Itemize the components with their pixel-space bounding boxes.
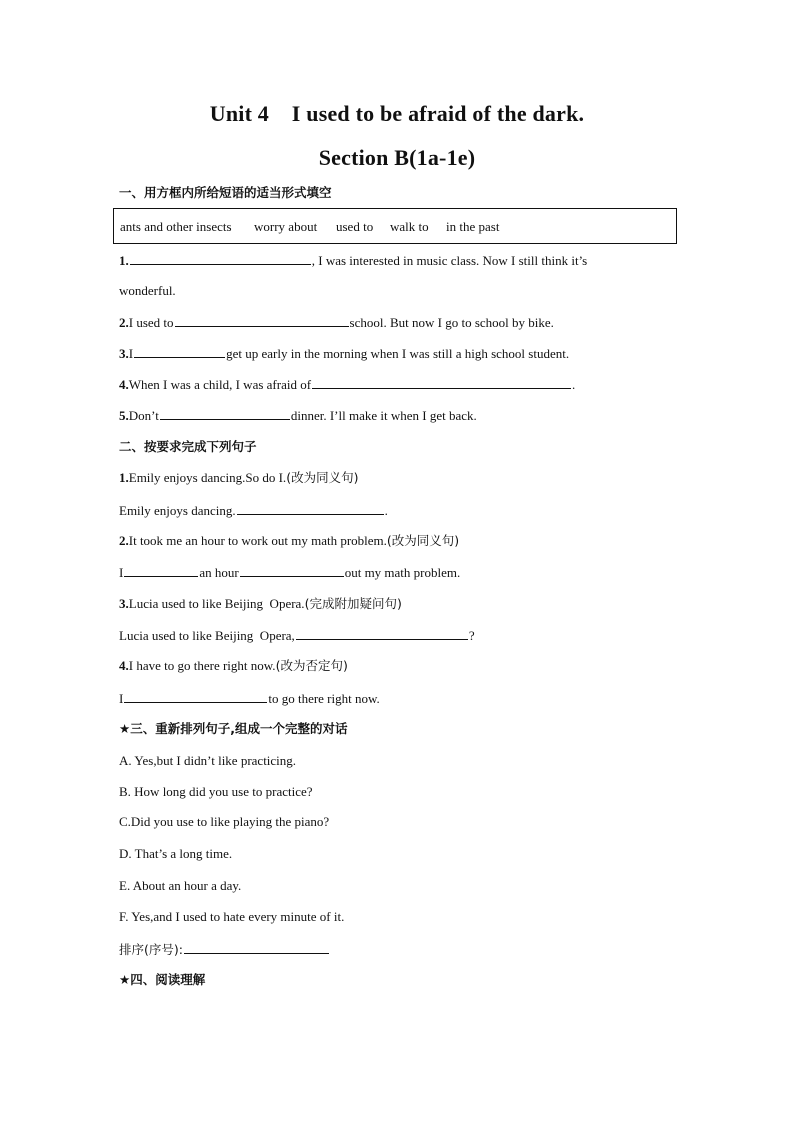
page-title: Unit 4 I used to be afraid of the dark. [209, 101, 585, 126]
answer-blank[interactable] [175, 312, 349, 327]
answer-blank[interactable] [134, 343, 225, 358]
question-number: 3. [119, 596, 129, 611]
section1-heading: 一、用方框内所给短语的适当形式填空 [119, 185, 332, 200]
phrase-item: worry about [254, 219, 318, 234]
answer-text: out my math problem. [344, 565, 461, 580]
question-instruction: (改为同义句) [386, 533, 460, 548]
answer-2-2 [119, 562, 460, 582]
question-2-2 [119, 531, 459, 551]
question-text: I have to go there right now. [128, 658, 276, 673]
question-text: I [128, 346, 134, 361]
answer-2-4 [119, 688, 380, 708]
answer-text: ? [468, 628, 475, 643]
question-1-4 [119, 374, 575, 394]
answer-text: Emily enjoys dancing. [119, 503, 236, 518]
answer-text: Lucia used to like Beijing Opera, [119, 628, 295, 643]
answer-blank[interactable] [130, 250, 311, 265]
dialogue-option: F. Yes,and I used to hate every minute of it. [119, 909, 345, 924]
answer-blank[interactable] [124, 562, 198, 577]
question-instruction: (完成附加疑问句) [304, 596, 402, 611]
question-instruction: (改为否定句) [275, 658, 348, 673]
answer-blank[interactable] [312, 374, 571, 389]
question-1-5 [119, 405, 477, 425]
question-number: 2. [119, 533, 129, 548]
question-number: 3. [119, 346, 129, 361]
question-text: I used to [128, 315, 174, 330]
answer-blank[interactable] [160, 405, 290, 420]
answer-blank[interactable] [296, 625, 468, 640]
answer-text: . [384, 503, 388, 518]
question-1-1 [119, 250, 587, 270]
section4-heading: ★四、阅读理解 [119, 972, 206, 987]
question-number: 1. [119, 253, 129, 268]
question-text: Don’t [128, 408, 159, 423]
question-1-2 [119, 312, 554, 332]
question-2-3 [119, 594, 402, 614]
question-number: 2. [119, 315, 129, 330]
question-2-1 [119, 468, 358, 488]
section2-heading: 二、按要求完成下列句子 [119, 439, 257, 454]
answer-text: I [119, 565, 124, 580]
answer-blank[interactable] [240, 562, 344, 577]
dialogue-option: A. Yes,but I didn’t like practicing. [119, 753, 297, 768]
phrase-item: ants and other insects [120, 219, 232, 234]
phrase-item: walk to [390, 219, 429, 234]
answer-2-1 [119, 500, 388, 520]
answer-text: to go there right now. [268, 691, 380, 706]
question-number: 4. [119, 658, 129, 673]
section3-heading: ★三、重新排列句子,组成一个完整的对话 [119, 721, 348, 736]
dialogue-option: C.Did you use to like playing the piano? [119, 814, 330, 829]
question-number: 1. [119, 470, 129, 485]
answer-text: an hour [199, 565, 239, 580]
question-instruction: (改为同义句) [286, 470, 359, 485]
question-1-1-cont: wonderful. [119, 283, 176, 298]
question-text: school. But now I go to school by bike. [349, 315, 554, 330]
question-2-4 [119, 656, 348, 676]
dialogue-option: B. How long did you use to practice? [119, 784, 313, 799]
answer-blank[interactable] [124, 688, 267, 703]
question-number: 5. [119, 408, 129, 423]
question-text: Lucia used to like Beijing Opera. [128, 596, 305, 611]
phrase-box [113, 208, 677, 244]
answer-2-3 [119, 625, 475, 645]
question-text: It took me an hour to work out my math problem. [128, 533, 387, 548]
question-text: dinner. I’ll make it when I get back. [290, 408, 477, 423]
question-text: , I was interested in music class. Now I still think it’s [311, 253, 588, 268]
phrase-item: used to [336, 219, 374, 234]
answer-label: 排序(序号): [119, 942, 183, 957]
question-text: get up early in the morning when I was still a high school student. [226, 346, 570, 361]
question-number: 4. [119, 377, 129, 392]
question-1-3 [119, 343, 569, 363]
answer-text: I [119, 691, 124, 706]
page-subtitle: Section B(1a-1e) [318, 145, 476, 170]
answer-blank[interactable] [184, 939, 329, 954]
question-text: . [572, 377, 576, 392]
phrase-item: in the past [446, 219, 500, 234]
dialogue-option: D. That’s a long time. [119, 846, 233, 861]
dialogue-option: E. About an hour a day. [119, 878, 242, 893]
question-text: Emily enjoys dancing.So do I. [128, 470, 287, 485]
order-answer [119, 939, 330, 959]
answer-blank[interactable] [237, 500, 384, 515]
question-text: When I was a child, I was afraid of [128, 377, 312, 392]
